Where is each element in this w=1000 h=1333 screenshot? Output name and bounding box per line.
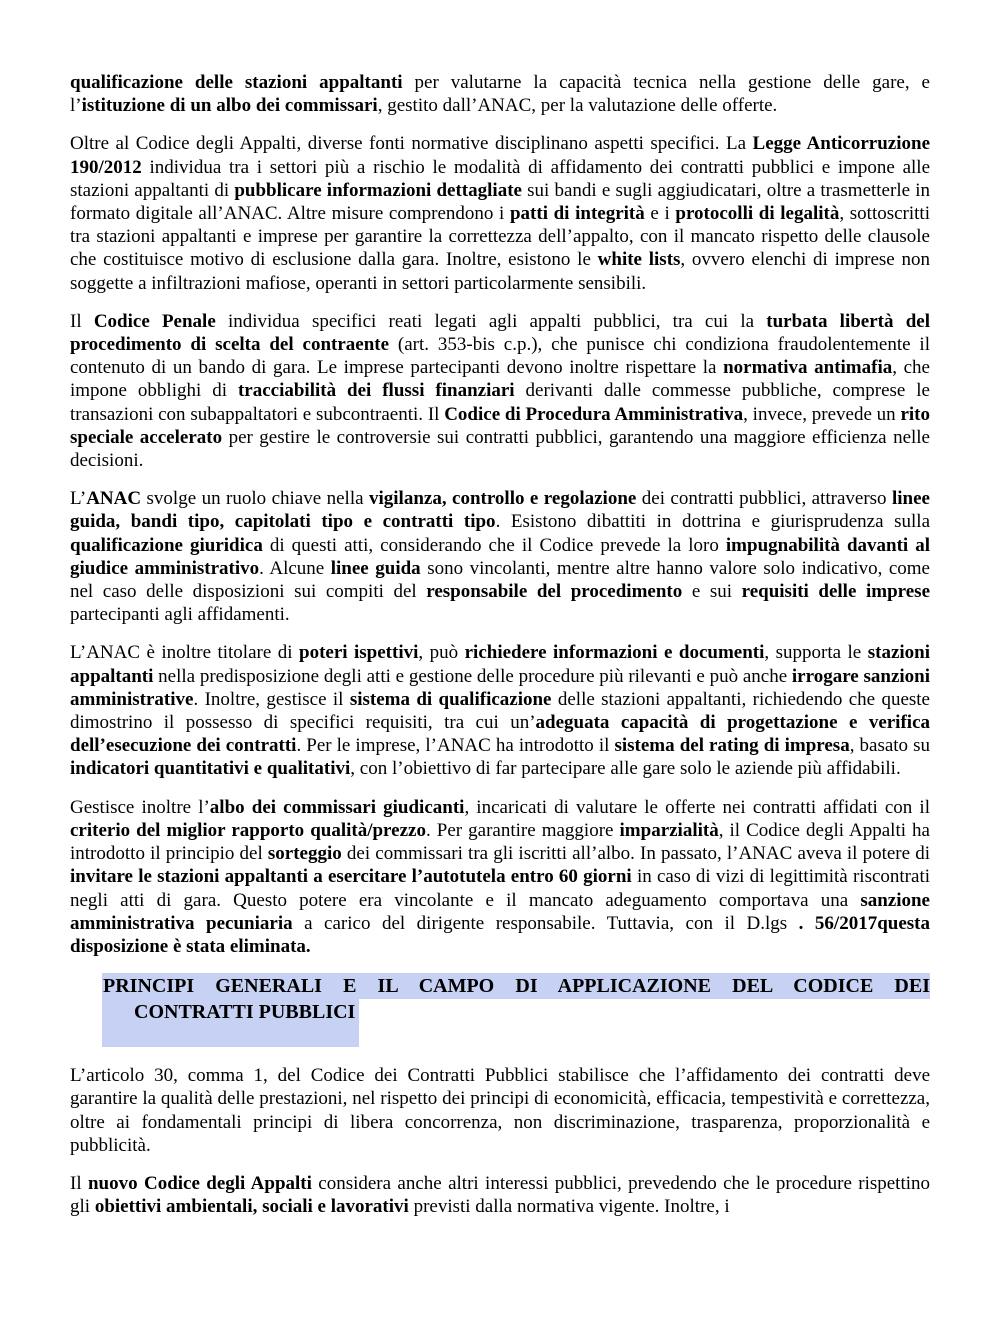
text-run: . Per garantire maggiore <box>425 819 620 841</box>
bold-text: rito speciale accelerato <box>70 403 930 448</box>
text-run: , può <box>418 642 465 664</box>
bold-text: sorteggio <box>267 843 342 865</box>
text-run: e sui <box>682 581 742 603</box>
text-run: , sottoscritti tra stazioni appaltanti e imprese per garantire la correttezza dell’appalto, con il mancato rispetto delle clausole che costituisce motivo di esclusione dalla gara. Inoltre, esistono le <box>70 203 930 271</box>
bold-text: sistema di qualificazione <box>349 688 552 710</box>
text-run: L’ANAC è inoltre titolare di <box>70 642 299 664</box>
bold-text: Codice di Procedura Amministrativa <box>444 403 744 425</box>
text-run: dei contratti pubblici, attraverso <box>636 488 892 510</box>
text-run: , con l’obiettivo di far partecipare alle gare solo le aziende più affidabili. <box>350 758 901 780</box>
section-heading-text <box>102 973 930 1047</box>
text-run: in caso di vizi di legittimità riscontrati negli atti di gara. Questo potere era vincolante e il mancato adeguamento comportava una <box>70 866 930 911</box>
text-run: , il Codice degli Appalti ha introdotto il principio del <box>70 819 930 865</box>
heading-line-1: PRINCIPI GENERALI E IL CAMPO DI APPLICAZIONE DEL CODICE DEI <box>103 975 930 998</box>
text-run: Il <box>70 1172 88 1194</box>
text-run: Gestisce inoltre l’ <box>70 796 210 818</box>
paragraph <box>70 641 930 780</box>
bold-text: vigilanza, controllo e regolazione <box>368 488 637 510</box>
text-run: L’articolo 30, comma 1, del Codice dei Contratti Pubblici stabilisce che l’affidamento dei contratti deve garantire la qualità delle prestazioni, nel rispetto dei principi di economicità, efficacia, tempestività e correttezza, oltre ai fondamentali principi di libera concorrenza, non discriminazione, trasparenza, proporzionalità e pubblicità. <box>70 1065 930 1156</box>
text-run: , ovvero elenchi di imprese non soggette a infiltrazioni mafiose, operanti in settori particolarmente sensibili. <box>70 249 930 294</box>
bold-text: patti di integrità <box>509 203 645 225</box>
text-run: derivanti dalle commesse pubbliche, comprese le transazioni con subappaltatori e subcontraenti. Il <box>70 380 930 425</box>
bold-text: normativa antimafia <box>723 357 893 379</box>
bold-text: Legge Anticorruzione 190/2012 <box>70 133 931 178</box>
body-text-before-heading <box>70 71 930 958</box>
text-run: previsti dalla normativa vigente. Inoltre, i <box>408 1196 730 1218</box>
section-heading <box>102 973 930 1047</box>
paragraph <box>70 1064 930 1157</box>
text-run: , gestito dall’ANAC, per la valutazione delle offerte. <box>377 95 778 117</box>
text-run: partecipanti agli affidamenti. <box>70 604 290 626</box>
bold-text: linee guida <box>330 557 421 579</box>
body-text-after-heading <box>70 1064 930 1218</box>
text-run: (art. 353-bis c.p.), che punisce chi condiziona fraudolentemente il contenuto di un bando di gara. Le imprese partecipanti devono inoltre rispettare la <box>70 334 930 379</box>
text-run: delle stazioni appaltanti, richiedendo che queste dimostrino il possesso di specifici requisiti, tra cui un’ <box>70 688 930 734</box>
text-run: Il <box>70 310 94 332</box>
text-run: . Alcune <box>259 557 331 579</box>
bold-text: responsabile del procedimento <box>426 581 683 603</box>
text-run: per gestire le controversie sui contratti pubblici, garantendo una maggiore efficienza nelle decisioni. <box>70 426 930 472</box>
text-run: . Esistono dibattiti in dottrina e giurisprudenza sulla <box>495 511 931 533</box>
paragraph <box>70 310 930 472</box>
bold-text: sistema del rating di impresa <box>614 735 850 757</box>
bold-text: criterio del miglior rapporto qualità/prezzo <box>70 819 426 841</box>
bold-text: indicatori quantitativi e qualitativi <box>70 758 351 780</box>
text-run: a carico del dirigente responsabile. Tuttavia, con il D.lgs <box>292 912 799 934</box>
text-run: sui bandi e sugli aggiudicatari, oltre a trasmetterle in formato digitale all’ANAC. Altre misure comprendono i <box>70 179 930 225</box>
text-run: dei commissari tra gli iscritti all’albo. In passato, l’ANAC aveva il potere di <box>341 843 930 865</box>
text-run: . Per le imprese, l’ANAC ha introdotto il <box>296 735 615 757</box>
paragraph <box>70 1172 930 1218</box>
bold-text: impugnabilità davanti al giudice amministrativo <box>70 534 931 579</box>
text-run: svolge un ruolo chiave nella <box>141 488 369 510</box>
bold-text: stazioni appaltanti <box>70 642 930 687</box>
text-run: individua tra i settori più a rischio le modalità di affidamento dei contratti pubblici e impone alle stazioni appaltanti di <box>70 156 930 201</box>
text-run: , che impone obblighi di <box>70 357 930 402</box>
paragraph <box>70 796 930 958</box>
bold-text: . 56/2017questa disposizione è stata eliminata. <box>70 912 930 957</box>
bold-text: nuovo Codice degli Appalti <box>87 1172 312 1194</box>
bold-text: linee guida, bandi tipo, capitolati tipo e contratti tipo <box>70 488 930 533</box>
bold-text: Codice Penale <box>93 310 216 332</box>
bold-text: protocolli di legalità <box>675 203 840 225</box>
text-run: , supporta le <box>764 642 868 664</box>
bold-text: richiedere informazioni e documenti <box>464 642 765 664</box>
bold-text: pubblicare informazioni dettagliate <box>234 179 522 201</box>
bold-text: obiettivi ambientali, sociali e lavorativi <box>94 1196 409 1218</box>
bold-text: poteri ispettivi <box>299 642 419 664</box>
bold-text: imparzialità <box>619 819 719 841</box>
bold-text: requisiti delle imprese <box>741 581 931 603</box>
bold-text: albo dei commissari giudicanti <box>209 796 465 818</box>
bold-text: tracciabilità dei flussi finanziari <box>237 380 515 402</box>
bold-text: qualificazione giuridica <box>70 534 263 556</box>
text-run: , incaricati di valutare le offerte nei contratti affidati con il <box>464 796 930 818</box>
text-run: di questi atti, considerando che il Codice prevede la loro <box>262 534 726 556</box>
bold-text: adeguata capacità di progettazione e verifica dell’esecuzione dei contratti <box>70 712 930 757</box>
bold-text: istituzione di un albo dei commissari <box>81 95 378 117</box>
text-run: . Inoltre, gestisce il <box>193 688 350 710</box>
bold-text: qualificazione delle stazioni appaltanti <box>70 72 403 93</box>
bold-text: white lists <box>597 249 681 271</box>
text-run: , invece, prevede un <box>743 403 901 425</box>
text-run: Oltre al Codice degli Appalti, diverse fonti normative disciplinano aspetti specifici. La <box>70 133 753 155</box>
text-run: L’ <box>70 488 87 510</box>
text-run: per valutarne la capacità tecnica nella gestione delle gare, e l’ <box>70 72 930 117</box>
text-run: nella predisposizione degli atti e gestione delle procedure più rilevanti e può anche <box>153 665 792 687</box>
text-run: sono vincolanti, mentre altre hanno valore solo indicativo, come nel caso delle disposizioni sui compiti del <box>70 557 930 603</box>
text-run: individua specifici reati legati agli appalti pubblici, tra cui la <box>215 310 767 332</box>
bold-text: invitare le stazioni appaltanti a esercitare l’autotutela entro 60 giorni <box>70 866 632 888</box>
bold-text: sanzione amministrativa pecuniaria <box>70 889 930 934</box>
text-run: e i <box>644 203 676 225</box>
paragraph <box>70 71 930 117</box>
bold-text: turbata libertà del procedimento di scelta del contraente <box>70 310 930 356</box>
paragraph <box>70 132 930 294</box>
paragraph <box>70 487 930 626</box>
bold-text: ANAC <box>86 488 142 510</box>
text-run: , basato su <box>849 735 931 757</box>
bold-text: irrogare sanzioni amministrative <box>70 665 931 710</box>
heading-line-2: CONTRATTI PUBBLICI <box>102 999 359 1047</box>
text-run: considera anche altri interessi pubblici, prevedendo che le procedure rispettino gli <box>70 1172 931 1218</box>
